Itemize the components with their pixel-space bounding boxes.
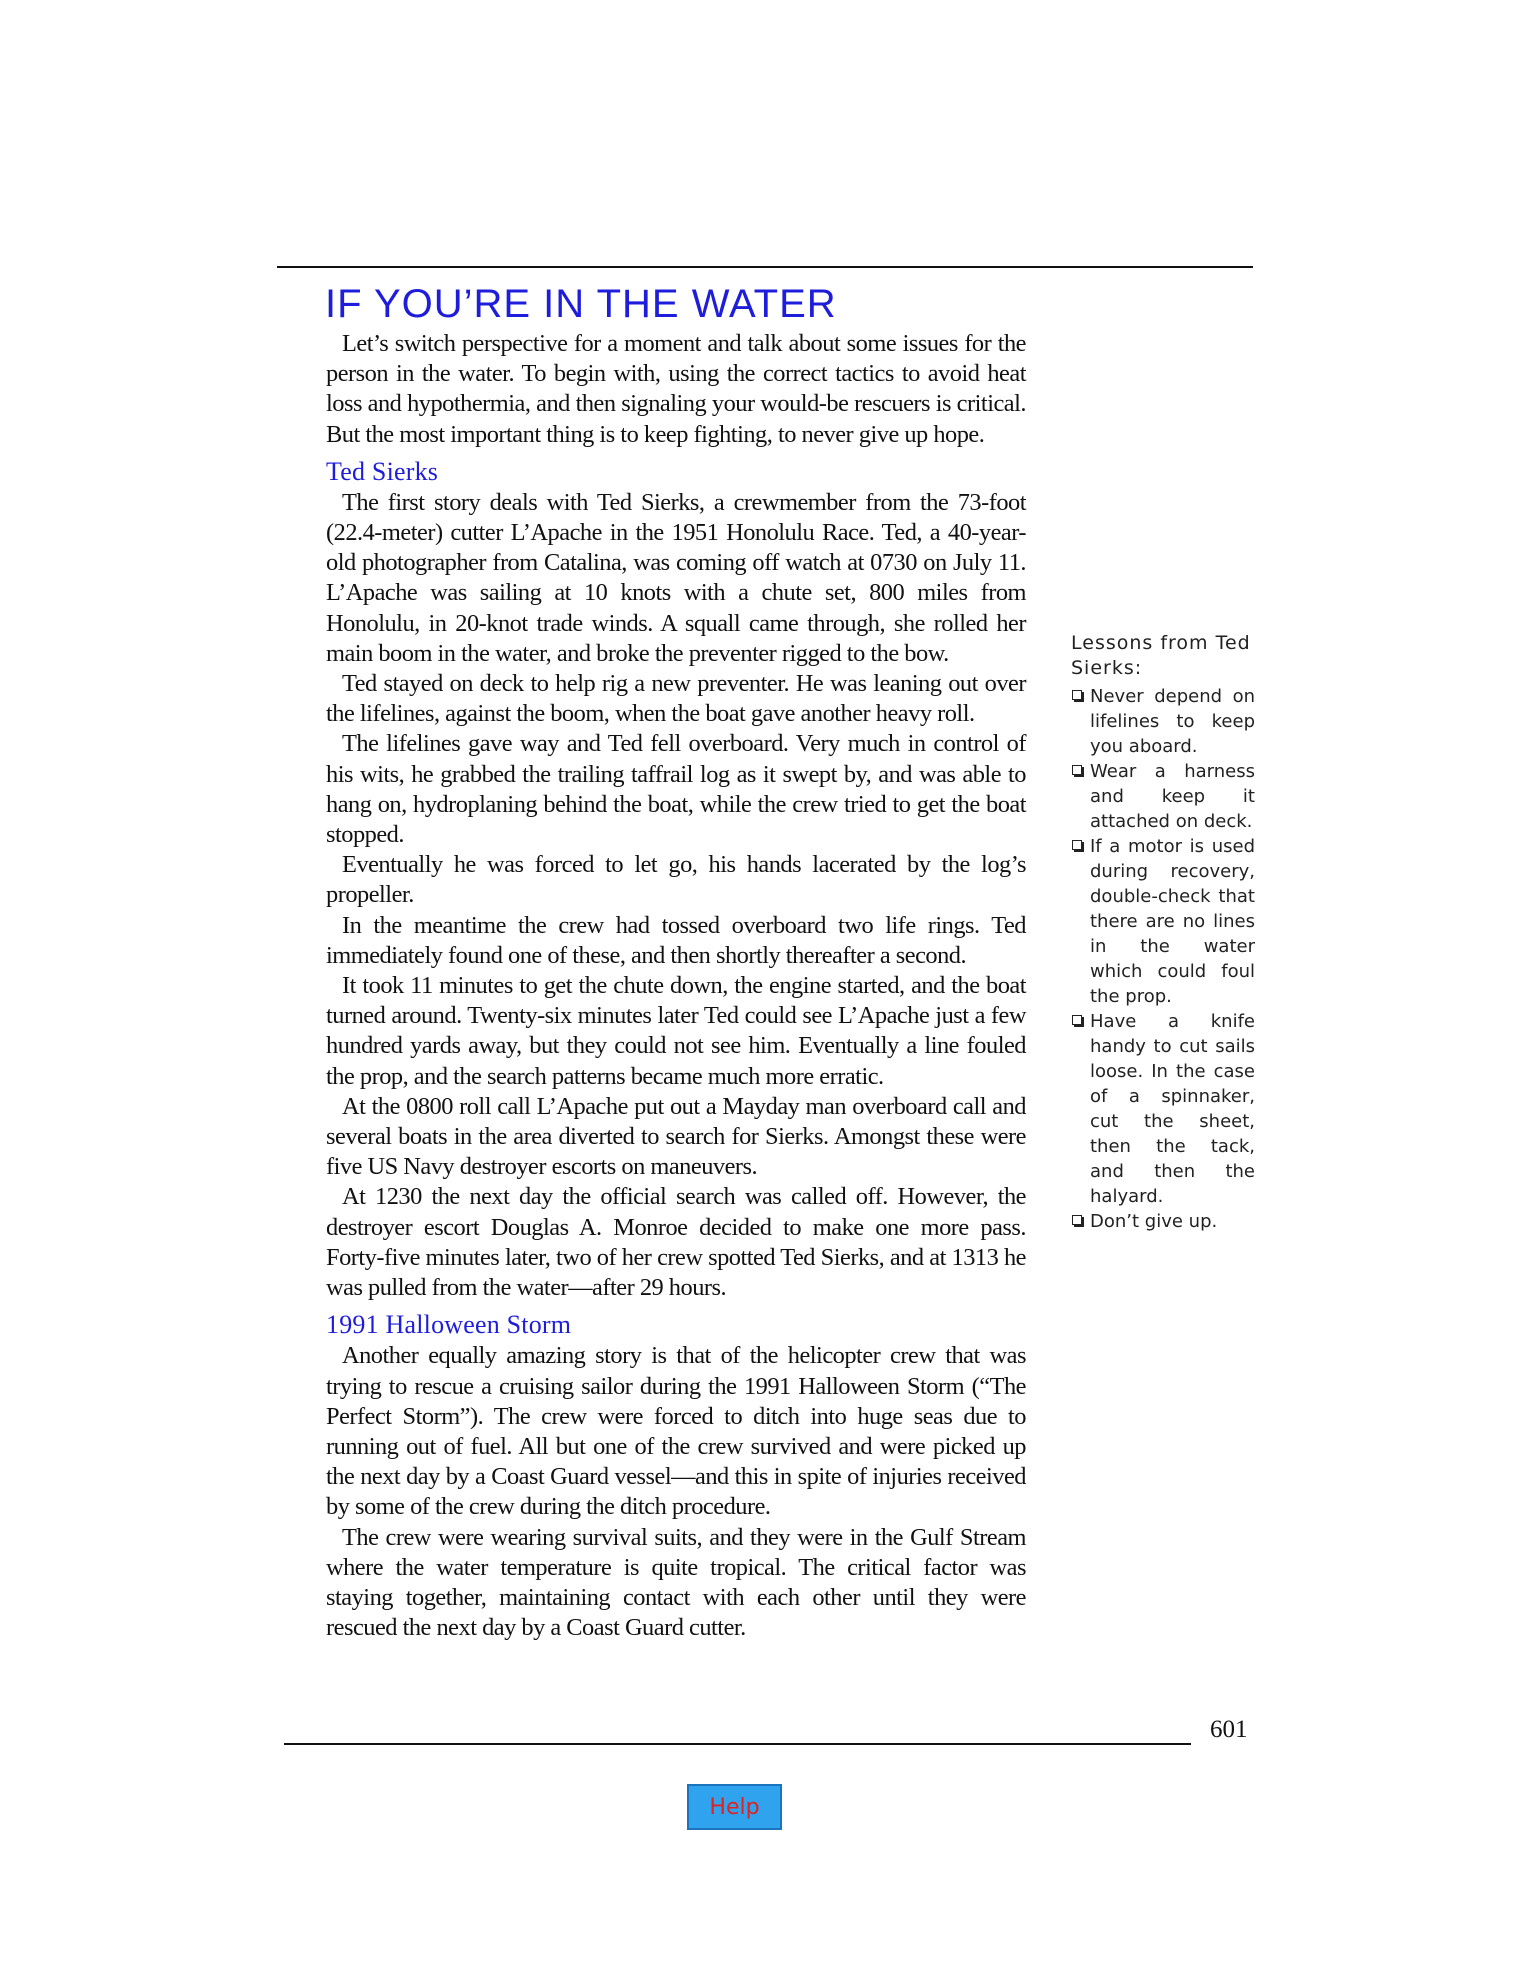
checkbox-bullet-icon: [1072, 1215, 1082, 1225]
list-item: [1071, 834, 1255, 1009]
body-paragraph: It took 11 minutes to get the chute down, the engine started, and the boat turned around. Twenty-six minutes later Ted could see L’Apache just a few hundred yards away, but they could not see him. Eventually a line fouled the prop, and the search patterns became much more erratic.: [326, 972, 1026, 1090]
checkbox-bullet-icon: [1072, 690, 1082, 700]
body-paragraph: Ted stayed on deck to help rig a new preventer. He was leaning out over the lifelines, against the boom, when the boat gave another heavy roll.: [326, 670, 1026, 728]
list-item-text: If a motor is used during recovery, double-check that there are no lines in the water which could foul the prop.: [1090, 836, 1255, 1007]
list-item: [1071, 759, 1255, 834]
top-rule: [277, 266, 1253, 268]
list-item-text: Never depend on lifelines to keep you aboard.: [1090, 686, 1255, 757]
list-item: [1071, 1009, 1255, 1209]
bottom-rule: [284, 1743, 1191, 1745]
sidebar-title: Lessons from Ted Sierks:: [1071, 632, 1251, 679]
body-paragraph: In the meantime the crew had tossed overboard two life rings. Ted immediately found one of these, and then shortly thereafter a second.: [326, 911, 1026, 969]
page-number: 601: [1210, 1716, 1248, 1743]
checkbox-bullet-icon: [1072, 765, 1082, 775]
list-item: [1071, 1209, 1255, 1234]
sidebar-lessons: [1071, 631, 1255, 1234]
lessons-list: [1071, 684, 1255, 1234]
list-item-text: Don’t give up.: [1090, 1211, 1218, 1232]
list-item: [1071, 684, 1255, 759]
body-paragraph: Eventually he was forced to let go, his hands lacerated by the log’s propeller.: [326, 851, 1026, 909]
list-item-text: Have a knife handy to cut sails loose. In the case of a spinnaker, cut the sheet, then the tack, and then the halyard.: [1090, 1011, 1255, 1207]
section-heading-ted-sierks: Ted Sierks: [326, 456, 439, 486]
page-title: IF YOU’RE IN THE WATER: [325, 282, 837, 326]
checkbox-bullet-icon: [1072, 1015, 1082, 1025]
main-column: [326, 329, 1026, 1643]
body-paragraph: The crew were wearing survival suits, and they were in the Gulf Stream where the water temperature is quite tropical. The critical factor was staying together, maintaining contact with each other until they were rescued the next day by a Coast Guard cutter.: [326, 1523, 1026, 1642]
body-paragraph: Another equally amazing story is that of the helicopter crew that was trying to rescue a cruising sailor during the 1991 Halloween Storm (“The Perfect Storm”). The crew were forced to ditch into huge seas due to running out of fuel. All but one of the crew survived and were picked up the next day by a Coast Guard vessel—and this in spite of injuries received by some of the crew during the ditch procedure.: [326, 1342, 1026, 1521]
body-paragraph: At 1230 the next day the official search was called off. However, the destroyer escort Douglas A. Monroe decided to make one more pass. Forty-five minutes later, two of her crew spotted Ted Sierks, and at 1313 he was pulled from the water—after 29 hours.: [326, 1183, 1026, 1302]
body-paragraph: At the 0800 roll call L’Apache put out a Mayday man overboard call and several boats in the area diverted to search for Sierks. Amongst these were five US Navy destroyer escorts on maneuvers.: [326, 1092, 1026, 1181]
body-paragraph: The first story deals with Ted Sierks, a crewmember from the 73-foot (22.4-meter) cutter L’Apache in the 1951 Honolulu Race. Ted, a 40-year-old photographer from Catalina, was coming off watch at 0730 on July 11. L’Apache was sailing at 10 knots with a chute set, 800 miles from Honolulu, in 20-knot trade winds. A squall came through, she rolled her main boom in the water, and broke the preventer rigged to the bow.: [326, 488, 1026, 667]
checkbox-bullet-icon: [1072, 840, 1082, 850]
help-button[interactable]: Help: [687, 1784, 782, 1830]
intro-paragraph: Let’s switch perspective for a moment and talk about some issues for the person in the water. To begin with, using the correct tactics to avoid heat loss and hypothermia, and then signaling your would-be rescuers is critical. But the most important thing is to keep fighting, to never give up hope.: [326, 330, 1026, 448]
section-heading-halloween-storm: 1991 Halloween Storm: [326, 1310, 572, 1340]
body-paragraph: The lifelines gave way and Ted fell overboard. Very much in control of his wits, he grabbed the trailing taffrail log as it swept by, and was able to hang on, hydroplaning behind the boat, while the crew tried to get the boat stopped.: [326, 730, 1026, 849]
list-item-text: Wear a harness and keep it attached on deck.: [1090, 761, 1255, 832]
